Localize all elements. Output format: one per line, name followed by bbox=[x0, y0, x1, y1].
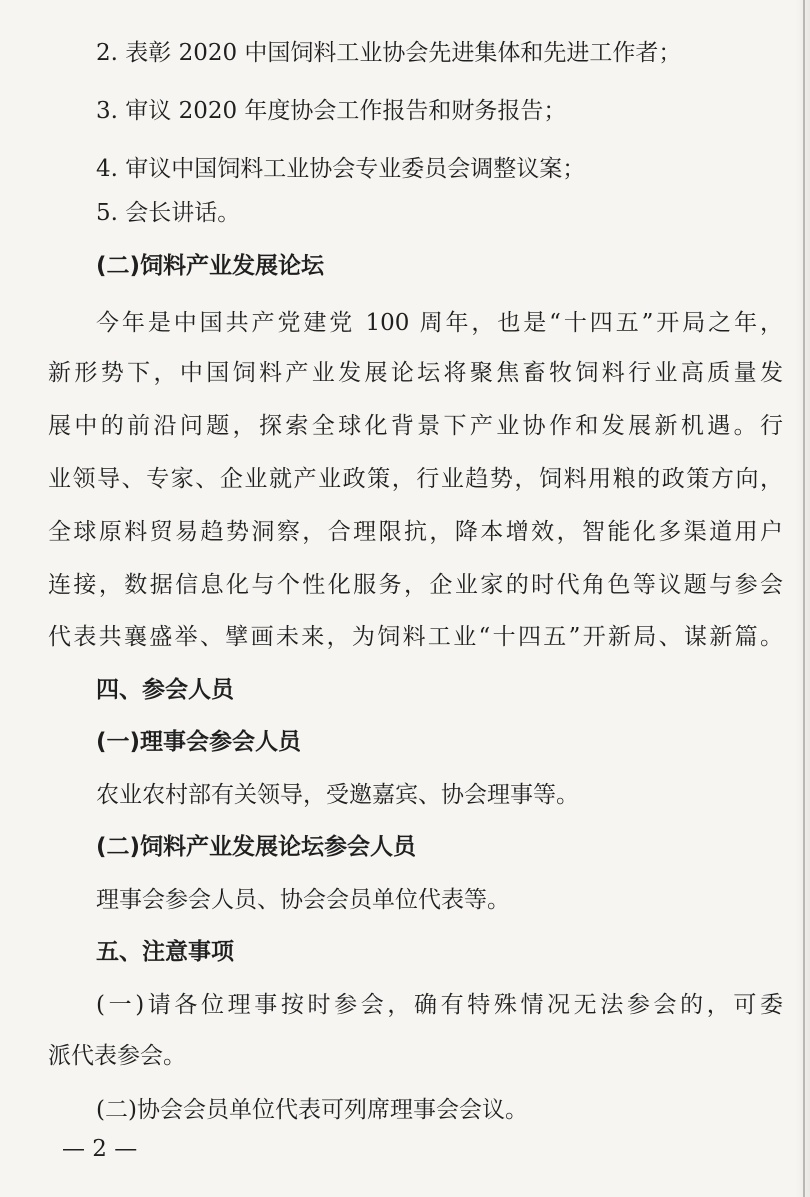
council-attendees-text: 农业农村部有关领导，受邀嘉宾、协会理事等。 bbox=[96, 782, 579, 808]
paragraph-line: 代表共襄盛举、擘画未来，为饲料工业“十四五”开新局、谋新篇。 bbox=[48, 624, 783, 650]
agenda-item-5: 5. 会长讲话。 bbox=[96, 200, 241, 226]
note-1-line: 派代表参会。 bbox=[48, 1043, 186, 1069]
subsection-heading-council-attendees: (一)理事会参会人员 bbox=[96, 729, 302, 755]
section-heading-notes: 五、注意事项 bbox=[96, 939, 234, 965]
section-heading-attendees: 四、参会人员 bbox=[96, 677, 234, 703]
paragraph-line: 全球原料贸易趋势洞察，合理限抗，降本增效，智能化多渠道用户 bbox=[48, 519, 783, 545]
note-1-line: (一)请各位理事按时参会，确有特殊情况无法参会的，可委 bbox=[96, 992, 783, 1018]
forum-attendees-text: 理事会参会人员、协会会员单位代表等。 bbox=[96, 887, 510, 913]
note-2: (二)协会会员单位代表可列席理事会会议。 bbox=[96, 1097, 528, 1123]
paragraph-line: 展中的前沿问题，探索全球化背景下产业协作和发展新机遇。行 bbox=[48, 413, 783, 439]
page-number: — 2 — bbox=[62, 1136, 138, 1162]
agenda-item-3: 3. 审议 2020 年度协会工作报告和财务报告； bbox=[96, 98, 567, 124]
paragraph-line: 今年是中国共产党建党 100 周年，也是“十四五”开局之年， bbox=[96, 310, 783, 336]
subsection-heading-forum-attendees: (二)饲料产业发展论坛参会人员 bbox=[96, 834, 417, 860]
paragraph-line: 连接，数据信息化与个性化服务，企业家的时代角色等议题与参会 bbox=[48, 572, 783, 598]
paragraph-line: 新形势下，中国饲料产业发展论坛将聚焦畜牧饲料行业高质量发 bbox=[48, 360, 783, 386]
agenda-item-4: 4. 审议中国饲料工业协会专业委员会调整议案； bbox=[96, 156, 586, 182]
paragraph-line: 业领导、专家、企业就产业政策，行业趋势，饲料用粮的政策方向， bbox=[48, 466, 783, 492]
agenda-item-2: 2. 表彰 2020 中国饲料工业协会先进集体和先进工作者； bbox=[96, 40, 682, 66]
subsection-heading-forum: (二)饲料产业发展论坛 bbox=[96, 253, 325, 279]
page-edge-line bbox=[803, 0, 805, 1197]
